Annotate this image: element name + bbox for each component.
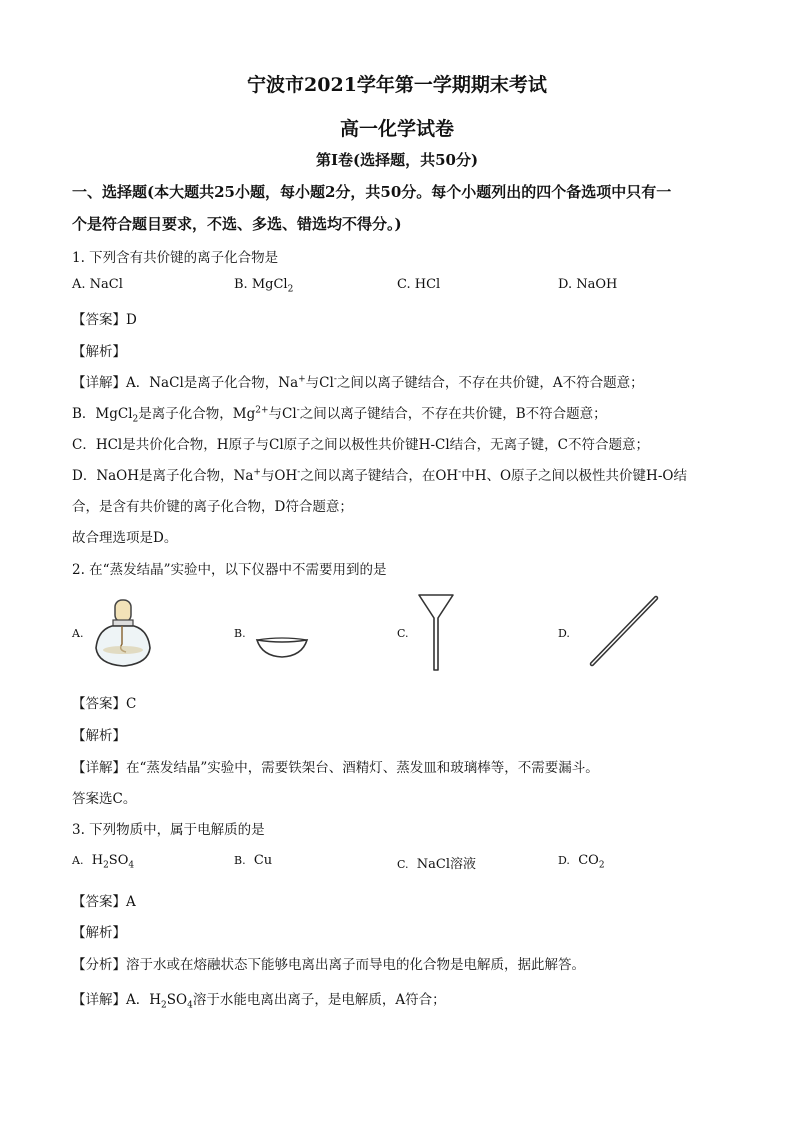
q1-detail-a: 【详解】A．NaCl是离子化合物，Na+与Cl-之间以离子键结合，不存在共价键，A不符合题意； bbox=[72, 374, 644, 391]
glass-rod-icon bbox=[588, 594, 660, 668]
q3-option-b: B. Cu bbox=[234, 853, 273, 868]
q1-stem: 1. 下列含有共价键的离子化合物是 bbox=[72, 250, 279, 266]
q1-option-a: A. NaCl bbox=[72, 277, 123, 292]
q2-analysis-label: 【解析】 bbox=[72, 728, 126, 744]
q2-answer: 【答案】C bbox=[72, 696, 137, 712]
q2-option-d-label: D. bbox=[558, 627, 570, 640]
q3-option-d: D. $CO_2$ bbox=[558, 853, 605, 871]
q1-detail-b: B．MgCl$_2$是离子化合物，$Mg^{2+}$与Cl-之间以离子键结合，不存在共价键，B不符合题意； bbox=[72, 405, 607, 425]
q1-answer: 【答案】D bbox=[72, 312, 137, 328]
q1-conclusion: 故合理选项是D。 bbox=[72, 530, 178, 546]
q3-detail-a: 【详解】A．$H_2SO_4$溶于水能电离出离子，是电解质，A符合； bbox=[72, 992, 446, 1011]
evaporating-dish-icon bbox=[254, 634, 310, 660]
q1-option-d: D. NaOH bbox=[558, 277, 618, 292]
alcohol-lamp-icon bbox=[88, 594, 158, 670]
q3-analysis-label: 【解析】 bbox=[72, 925, 126, 941]
section-heading: 第I卷(选择题，共50分) bbox=[315, 151, 479, 169]
exam-title: 宁波市2021学年第一学期期末考试 bbox=[247, 74, 547, 96]
funnel-icon bbox=[416, 592, 456, 674]
q2-conclusion: 答案选C。 bbox=[72, 791, 137, 807]
q1-option-b: B. MgCl$_2$ bbox=[234, 277, 294, 295]
exam-subtitle: 高一化学试卷 bbox=[339, 118, 454, 140]
q3-option-a: A. $H_2SO_4$ bbox=[72, 853, 135, 871]
q2-option-c-label: C. bbox=[397, 627, 409, 640]
q1-detail-d-2: 合，是含有共价键的离子化合物，D符合题意； bbox=[72, 499, 353, 515]
q2-stem: 2. 在“蒸发结晶”实验中，以下仪器中不需要用到的是 bbox=[72, 562, 387, 578]
q2-option-a-label: A. bbox=[72, 627, 84, 640]
q1-detail-d-1: D．NaOH是离子化合物，Na+与OH-之间以离子键结合，在OH-中H、O原子之间以极性共价键H-O结 bbox=[72, 467, 687, 484]
q1-detail-c: C．HCl是共价化合物，H原子与Cl原子之间以极性共价键H-Cl结合，无离子键，C不符合题意； bbox=[72, 437, 649, 453]
instructions-line-2: 个是符合题目要求，不选、多选、错选均不得分。) bbox=[72, 215, 402, 233]
q3-fenxi: 【分析】溶于水或在熔融状态下能够电离出离子而导电的化合物是电解质，据此解答。 bbox=[72, 957, 585, 973]
q3-answer: 【答案】A bbox=[72, 894, 136, 910]
instructions-line-1: 一、选择题(本大题共25小题，每小题2分，共50分。每个小题列出的四个备选项中只有一 bbox=[72, 183, 672, 201]
q1-analysis-label: 【解析】 bbox=[72, 344, 126, 360]
q2-detail: 【详解】在“蒸发结晶”实验中，需要铁架台、酒精灯、蒸发皿和玻璃棒等，不需要漏斗。 bbox=[72, 760, 599, 776]
q3-stem: 3. 下列物质中，属于电解质的是 bbox=[72, 822, 265, 838]
q3-option-c: C. NaCl溶液 bbox=[397, 857, 477, 872]
q1-option-c: C. HCl bbox=[397, 277, 441, 292]
q2-option-b-label: B. bbox=[234, 627, 246, 640]
